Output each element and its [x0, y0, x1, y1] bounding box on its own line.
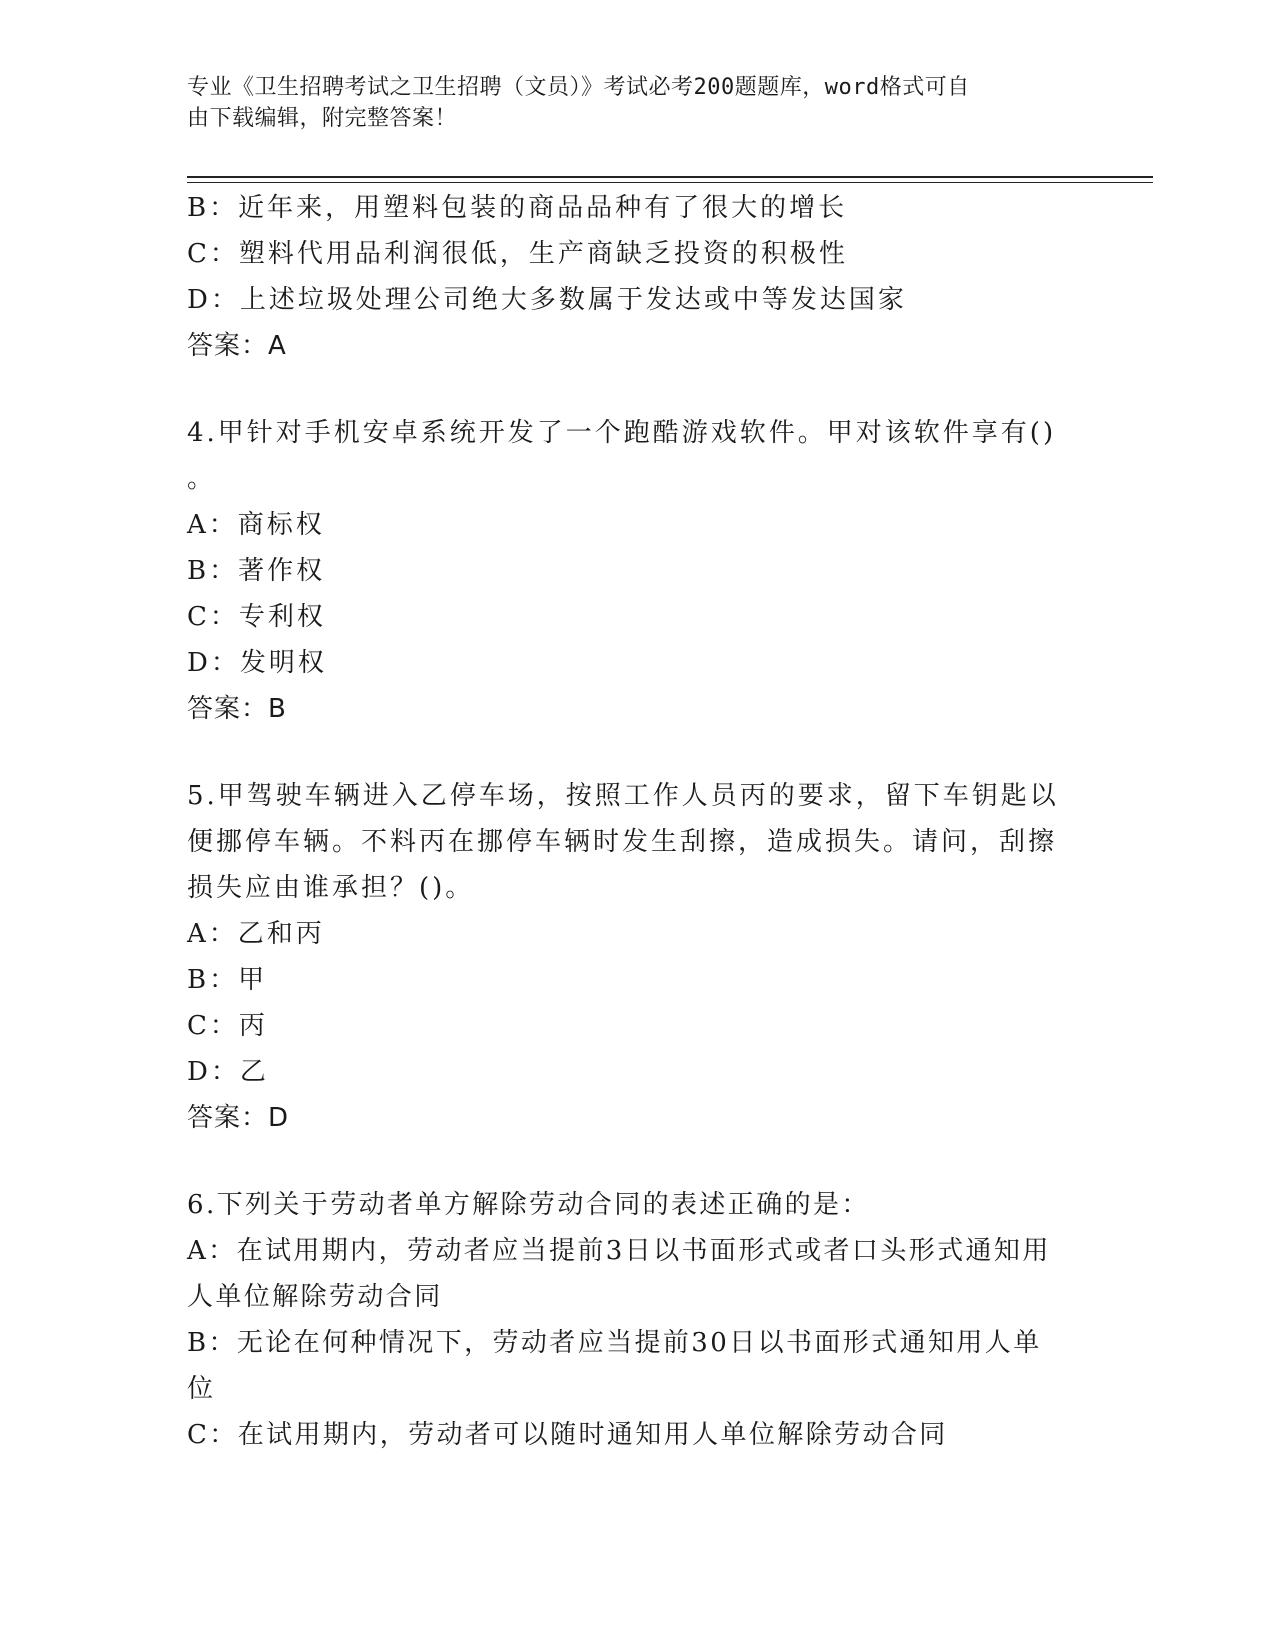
header-line-2: 由下载编辑，附完整答案！	[187, 106, 458, 131]
question-3	[187, 185, 1087, 369]
option-a-cont: 人单位解除劳动合同	[187, 1282, 443, 1312]
question-stem: 4.甲针对手机安卓系统开发了一个跑酷游戏软件。甲对该软件享有()	[187, 418, 1057, 448]
option-c: C：塑料代用品利润很低，生产商缺乏投资的积极性	[187, 239, 848, 269]
option-d: D：发明权	[187, 648, 327, 678]
question-stem-cont: 损失应由谁承担？()。	[187, 873, 475, 903]
option-b: B：甲	[187, 965, 268, 995]
answer: 答案：B	[187, 694, 287, 724]
option-b: B：近年来，用塑料包装的商品品种有了很大的增长	[187, 193, 848, 223]
question-stem: 6.下列关于劳动者单方解除劳动合同的表述正确的是：	[187, 1190, 870, 1220]
header-divider	[187, 176, 1153, 178]
option-a: A：在试用期内，劳动者应当提前3日以书面形式或者口头形式通知用	[187, 1236, 1051, 1266]
option-a: A：乙和丙	[187, 919, 325, 949]
answer: 答案：D	[187, 1103, 290, 1133]
question-stem-cont: 便挪停车辆。不料丙在挪停车辆时发生刮擦，造成损失。请问，刮擦	[187, 827, 1058, 857]
option-d: D：乙	[187, 1057, 269, 1087]
question-4	[187, 410, 1087, 732]
header-divider-thin	[187, 182, 1153, 183]
document-header	[187, 72, 1087, 134]
option-b: B：著作权	[187, 556, 326, 586]
option-b: B：无论在何种情况下，劳动者应当提前30日以书面形式通知用人单	[187, 1328, 1042, 1358]
question-stem: 5.甲驾驶车辆进入乙停车场，按照工作人员丙的要求，留下车钥匙以	[187, 781, 1059, 811]
question-stem-cont: 。	[187, 464, 217, 494]
option-c: C：在试用期内，劳动者可以随时通知用人单位解除劳动合同	[187, 1420, 948, 1450]
option-a: A：商标权	[187, 510, 325, 540]
option-d: D：上述垃圾处理公司绝大多数属于发达或中等发达国家	[187, 285, 907, 315]
question-list	[187, 185, 1087, 1458]
question-5	[187, 773, 1087, 1141]
option-c: C：专利权	[187, 602, 326, 632]
option-c: C：丙	[187, 1011, 268, 1041]
question-6	[187, 1182, 1087, 1458]
option-b-cont: 位	[187, 1374, 216, 1404]
header-line-1: 专业《卫生招聘考试之卫生招聘（文员）》考试必考200题题库，word格式可自	[187, 75, 970, 100]
answer: 答案：A	[187, 331, 287, 361]
